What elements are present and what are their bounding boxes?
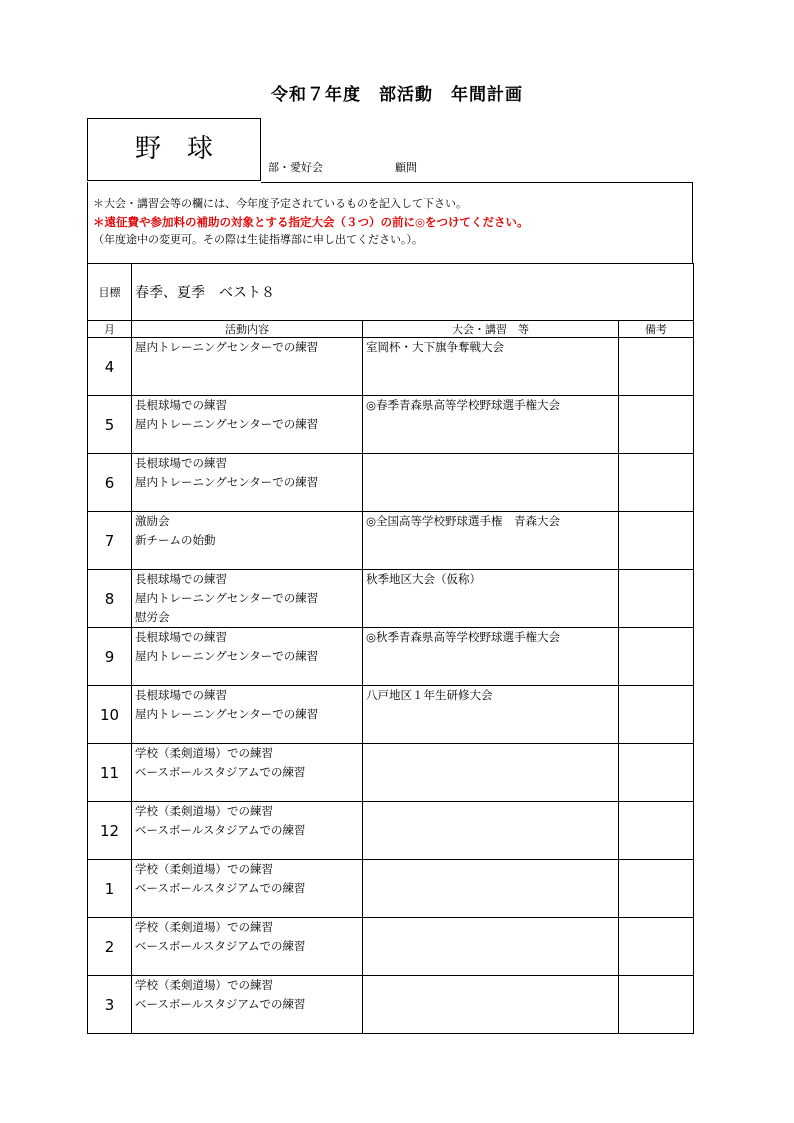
activity-line: ベースボールスタジアムでの練習 [135, 823, 306, 837]
goal-label: 目標 [88, 264, 132, 321]
remarks-cell [619, 396, 694, 454]
table-row [88, 396, 694, 454]
activity-line: 長根球場での練習 [135, 456, 227, 470]
event-cell [363, 802, 619, 860]
event-cell: ◎秋季青森県高等学校野球選手権大会 [363, 628, 619, 686]
activity-line: 長根球場での練習 [135, 630, 227, 644]
activity-line: 長根球場での練習 [135, 398, 227, 412]
note-line-2-important: ＊遠征費や参加料の補助の対象とする指定大会（３つ）の前に◎をつけてください。 [93, 215, 529, 229]
table-row [88, 744, 694, 802]
table-row [88, 860, 694, 918]
table-row [88, 976, 694, 1034]
event-cell [363, 860, 619, 918]
club-name-box: 野 球 [87, 118, 261, 181]
activity-cell [132, 686, 363, 744]
activity-cell [132, 396, 363, 454]
remarks-cell [619, 976, 694, 1034]
event-cell: ◎春季青森県高等学校野球選手権大会 [363, 396, 619, 454]
remarks-cell [619, 454, 694, 512]
notes-section [87, 182, 693, 263]
remarks-cell [619, 338, 694, 396]
remarks-cell [619, 512, 694, 570]
table-row [88, 802, 694, 860]
month-cell: 8 [88, 570, 132, 628]
table-row [88, 570, 694, 628]
month-cell: 12 [88, 802, 132, 860]
event-cell: 秋季地区大会（仮称） [363, 570, 619, 628]
month-cell: 5 [88, 396, 132, 454]
table-row [88, 686, 694, 744]
activity-line: 屋内トレーニングセンターでの練習 [135, 475, 319, 489]
remarks-cell [619, 570, 694, 628]
remarks-cell [619, 802, 694, 860]
activity-line: 屋内トレーニングセンターでの練習 [135, 417, 319, 431]
event-cell [363, 744, 619, 802]
document-title: 令和７年度 部活動 年間計画 [271, 85, 523, 105]
month-cell: 7 [88, 512, 132, 570]
activity-cell [132, 802, 363, 860]
activity-cell [132, 744, 363, 802]
activity-line: 長根球場での練習 [135, 688, 227, 702]
activity-line: ベースボールスタジアムでの練習 [135, 881, 306, 895]
activity-line: 屋内トレーニングセンターでの練習 [135, 707, 319, 721]
activity-line: 激励会 [135, 514, 170, 528]
header-activity: 活動内容 [132, 321, 363, 338]
activity-cell [132, 918, 363, 976]
activity-line: 長根球場での練習 [135, 572, 227, 586]
month-cell: 10 [88, 686, 132, 744]
event-cell: ◎全国高等学校野球選手権 青森大会 [363, 512, 619, 570]
activity-line: 学校（柔剣道場）での練習 [135, 862, 273, 876]
event-cell: 室岡杯・大下旗争奪戦大会 [363, 338, 619, 396]
table-row [88, 628, 694, 686]
activity-cell [132, 338, 363, 396]
activity-line: 学校（柔剣道場）での練習 [135, 746, 273, 760]
month-cell: 2 [88, 918, 132, 976]
activity-cell [132, 860, 363, 918]
activity-line: 学校（柔剣道場）での練習 [135, 804, 273, 818]
month-cell: 4 [88, 338, 132, 396]
goal-text: 春季、夏季 ベスト８ [132, 264, 694, 321]
remarks-cell [619, 860, 694, 918]
activity-cell [132, 512, 363, 570]
table-row [88, 512, 694, 570]
event-cell [363, 454, 619, 512]
activity-line: 屋内トレーニングセンターでの練習 [135, 340, 319, 354]
goal-row [88, 264, 694, 321]
month-cell: 3 [88, 976, 132, 1034]
remarks-cell [619, 918, 694, 976]
month-cell: 1 [88, 860, 132, 918]
activity-line: ベースボールスタジアムでの練習 [135, 765, 306, 779]
event-cell [363, 918, 619, 976]
header-remarks: 備考 [619, 321, 694, 338]
annual-plan-table [87, 263, 694, 1034]
month-cell: 9 [88, 628, 132, 686]
remarks-cell [619, 686, 694, 744]
table-header-row [88, 321, 694, 338]
activity-cell [132, 976, 363, 1034]
activity-cell [132, 570, 363, 628]
activity-line: ベースボールスタジアムでの練習 [135, 939, 306, 953]
club-type-label: 部・愛好会 [268, 161, 323, 174]
activity-line: 屋内トレーニングセンターでの練習 [135, 591, 319, 605]
activity-line: 屋内トレーニングセンターでの練習 [135, 649, 319, 663]
activity-line: 新チームの始動 [135, 533, 216, 547]
month-cell: 6 [88, 454, 132, 512]
month-cell: 11 [88, 744, 132, 802]
activity-line: 慰労会 [135, 610, 170, 624]
activity-line: 学校（柔剣道場）での練習 [135, 978, 273, 992]
table-row [88, 918, 694, 976]
activity-line: ベースボールスタジアムでの練習 [135, 997, 306, 1011]
activity-cell [132, 628, 363, 686]
advisor-label: 顧問 [395, 161, 417, 174]
activity-line: 学校（柔剣道場）での練習 [135, 920, 273, 934]
note-line-3: （年度途中の変更可。その際は生徒指導部に申し出てください。）。 [93, 233, 423, 246]
event-cell: 八戸地区１年生研修大会 [363, 686, 619, 744]
table-row [88, 454, 694, 512]
remarks-cell [619, 744, 694, 802]
header-month: 月 [88, 321, 132, 338]
header-event: 大会・講習 等 [363, 321, 619, 338]
event-cell [363, 976, 619, 1034]
table-row [88, 338, 694, 396]
note-line-1: ＊大会・講習会等の欄には、今年度予定されているものを記入して下さい。 [93, 197, 467, 210]
remarks-cell [619, 628, 694, 686]
activity-cell [132, 454, 363, 512]
